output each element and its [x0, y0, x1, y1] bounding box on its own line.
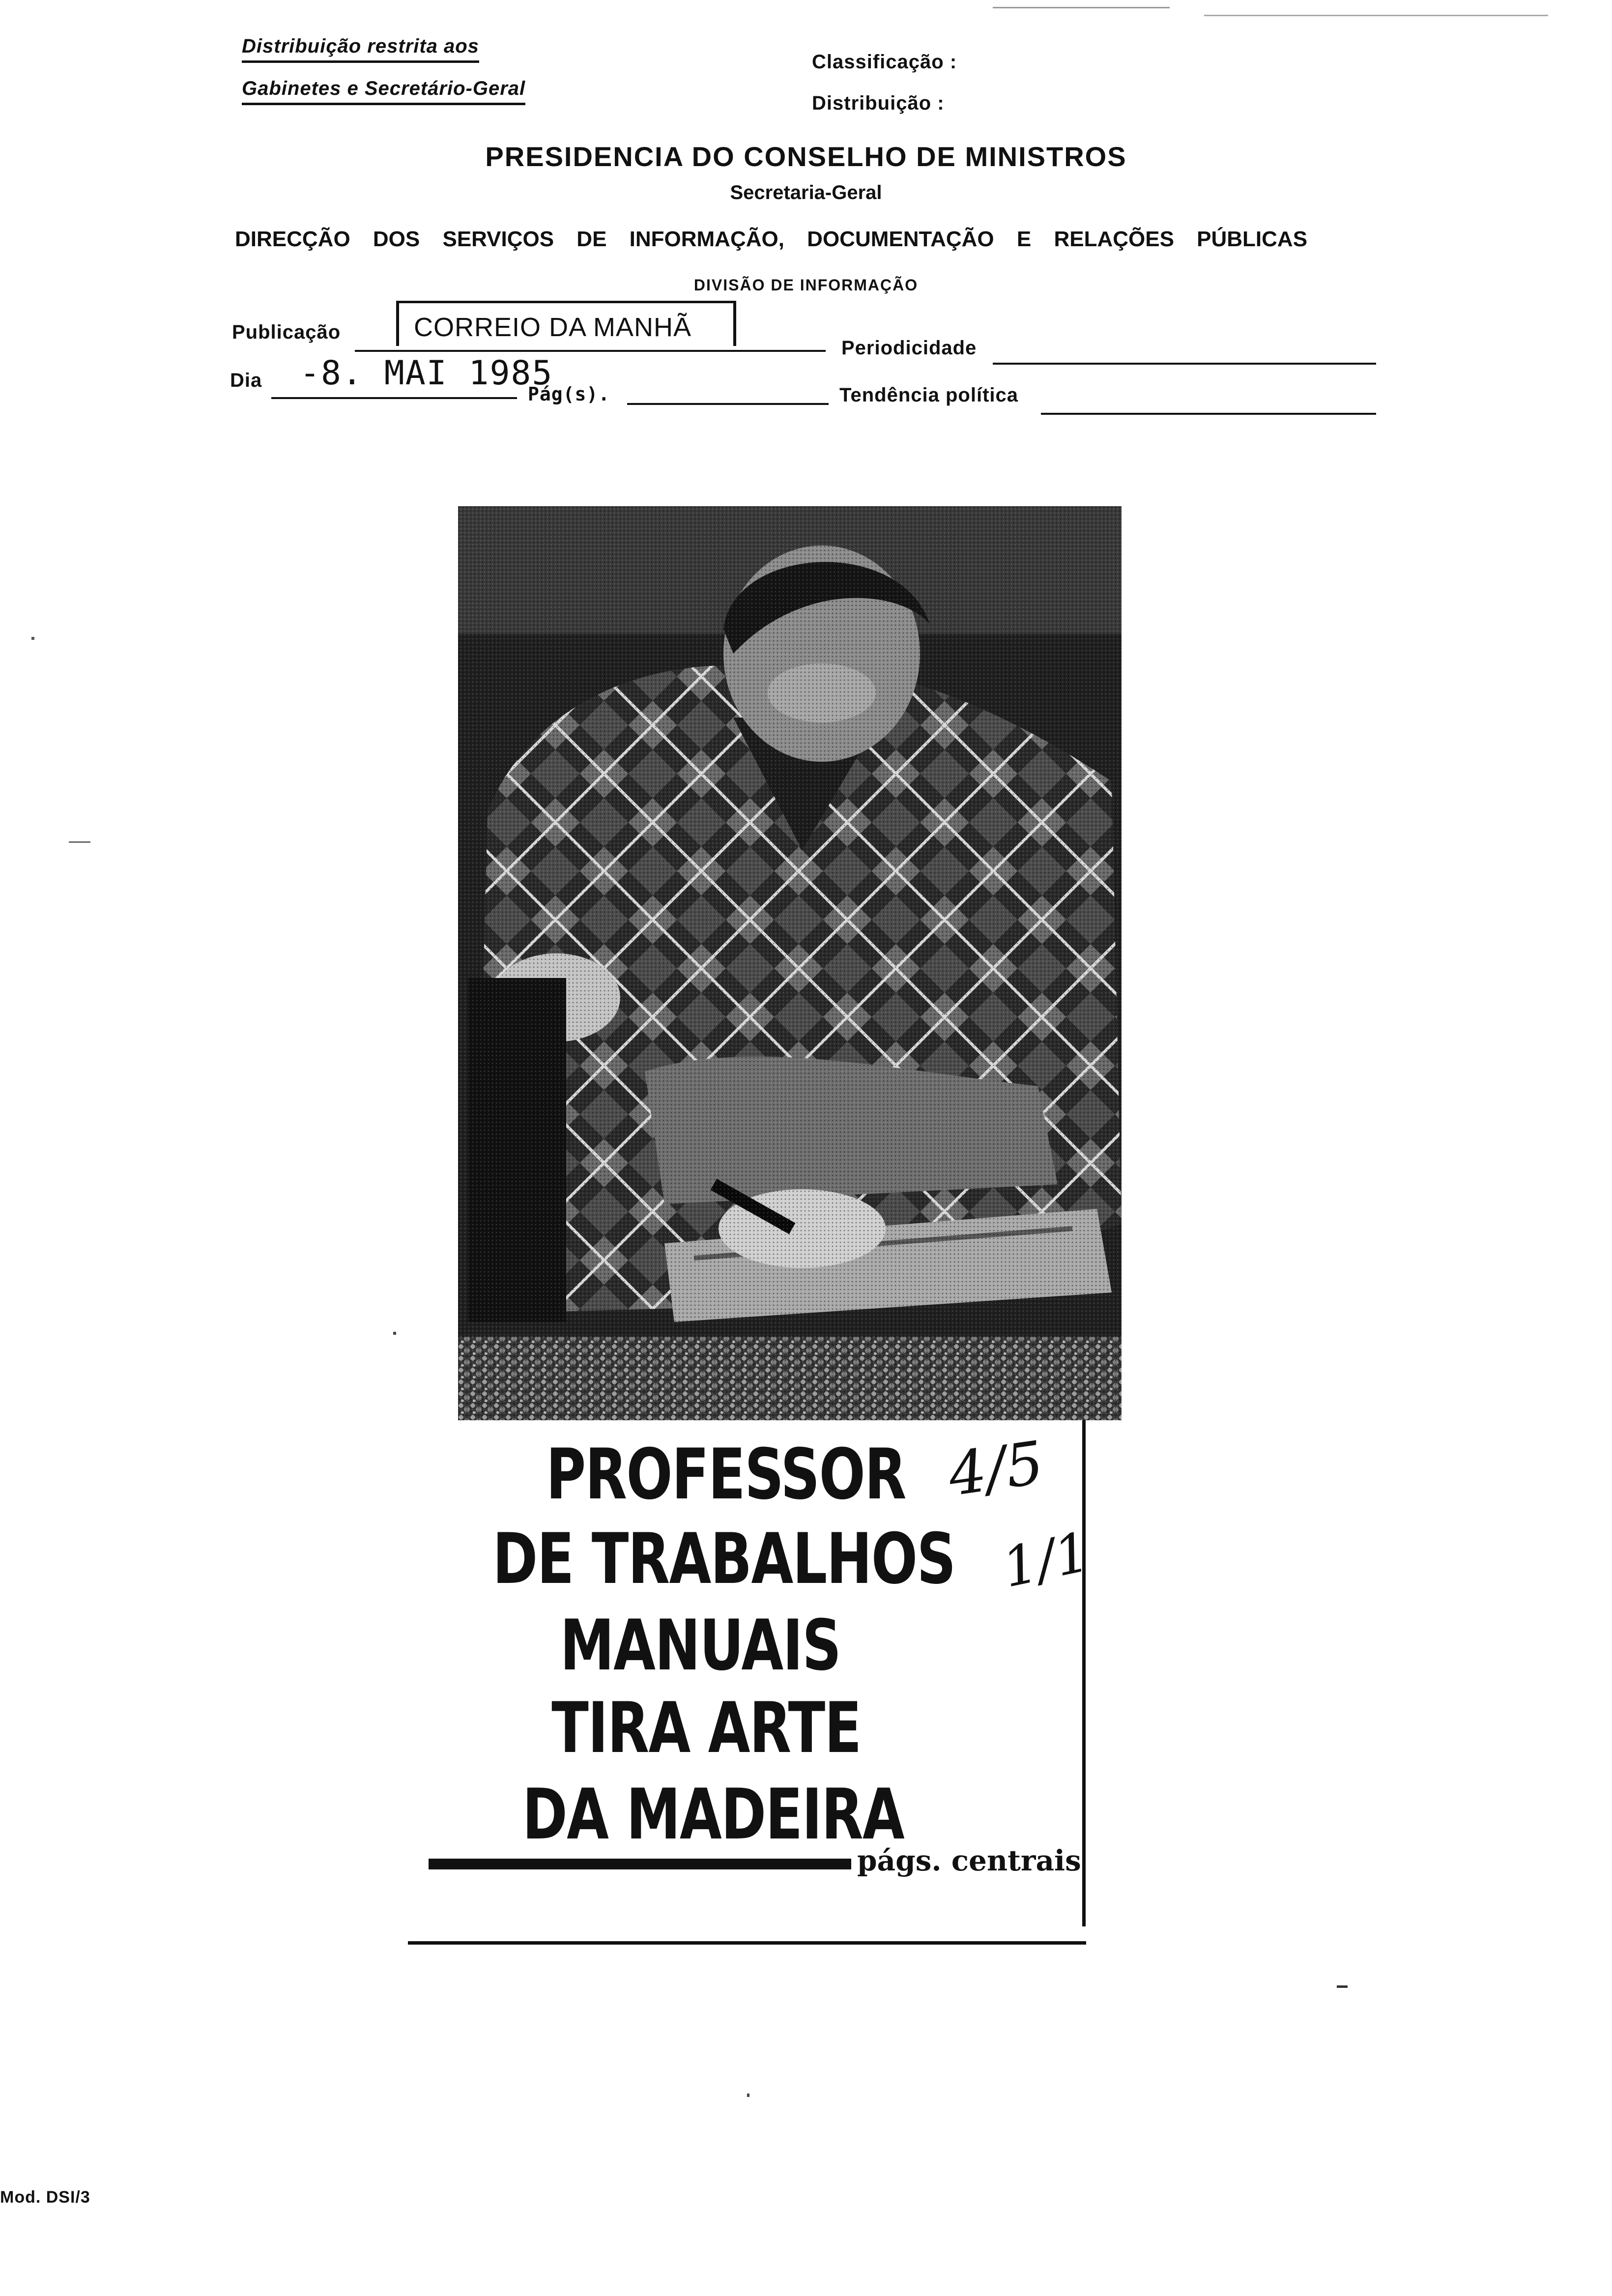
- publicacao-value: CORREIO DA MANHÃ: [414, 313, 692, 342]
- scan-speck: [1337, 1985, 1348, 1988]
- publicacao-fill-line: [355, 350, 826, 352]
- form-code: Mod. DSI/3: [0, 2188, 90, 2207]
- scan-speck: [31, 637, 34, 640]
- tendencia-fill-line: [1041, 413, 1376, 415]
- division-line: DIVISÃO DE INFORMAÇÃO: [693, 276, 919, 294]
- headline-line-2: DE TRABALHOS: [492, 1519, 955, 1600]
- classificacao-label: Classificação :: [812, 51, 957, 73]
- distribution-note-line2: Gabinetes e Secretário-Geral: [242, 78, 525, 105]
- distribuicao-label: Distribuição :: [812, 92, 945, 114]
- tendencia-label: Tendência política: [839, 384, 1018, 406]
- periodicidade-label: Periodicidade: [841, 337, 977, 359]
- handwritten-annotation-bottom: 1/1: [997, 1520, 1095, 1600]
- periodicidade-fill-line: [993, 363, 1376, 365]
- headline-line-4: TIRA ARTE: [551, 1688, 861, 1769]
- publicacao-stamp: [396, 301, 736, 346]
- scan-speck: [747, 2094, 749, 2097]
- distribution-note-line1: Distribuição restrita aos: [242, 35, 479, 63]
- document-subtitle: Secretaria-Geral: [730, 182, 882, 203]
- headline-line-3: MANUAIS: [560, 1605, 841, 1686]
- dia-stamp: -8. MAI 1985: [300, 354, 553, 393]
- page-reference-bar: [429, 1859, 851, 1869]
- scan-speck: [69, 841, 90, 843]
- publicacao-label: Publicação: [232, 321, 341, 343]
- clipping-photo-graphic: [458, 506, 1122, 1420]
- headline-line-1: PROFESSOR: [546, 1434, 906, 1515]
- scan-line: [993, 7, 1170, 8]
- dia-fill-line: [271, 397, 517, 399]
- headline-line-5: DA MADEIRA: [522, 1774, 904, 1855]
- scan-line: [1204, 15, 1548, 16]
- scan-speck: [393, 1332, 396, 1335]
- handwritten-annotation-top: 4/5: [944, 1429, 1048, 1510]
- clipping-photo: [458, 506, 1122, 1420]
- pags-label: Pág(s).: [528, 383, 610, 405]
- direction-line: DIRECÇÃO DOS SERVIÇOS DE INFORMAÇÃO, DOCUMENTAÇÃO E RELAÇÕES PÚBLICAS: [235, 227, 1308, 251]
- page-reference-text: págs. centrais: [857, 1844, 1081, 1877]
- document-title: PRESIDENCIA DO CONSELHO DE MINISTROS: [485, 141, 1127, 172]
- pags-fill-line: [627, 403, 829, 405]
- dia-label: Dia: [230, 370, 262, 391]
- clipping-bottom-border: [408, 1941, 1086, 1945]
